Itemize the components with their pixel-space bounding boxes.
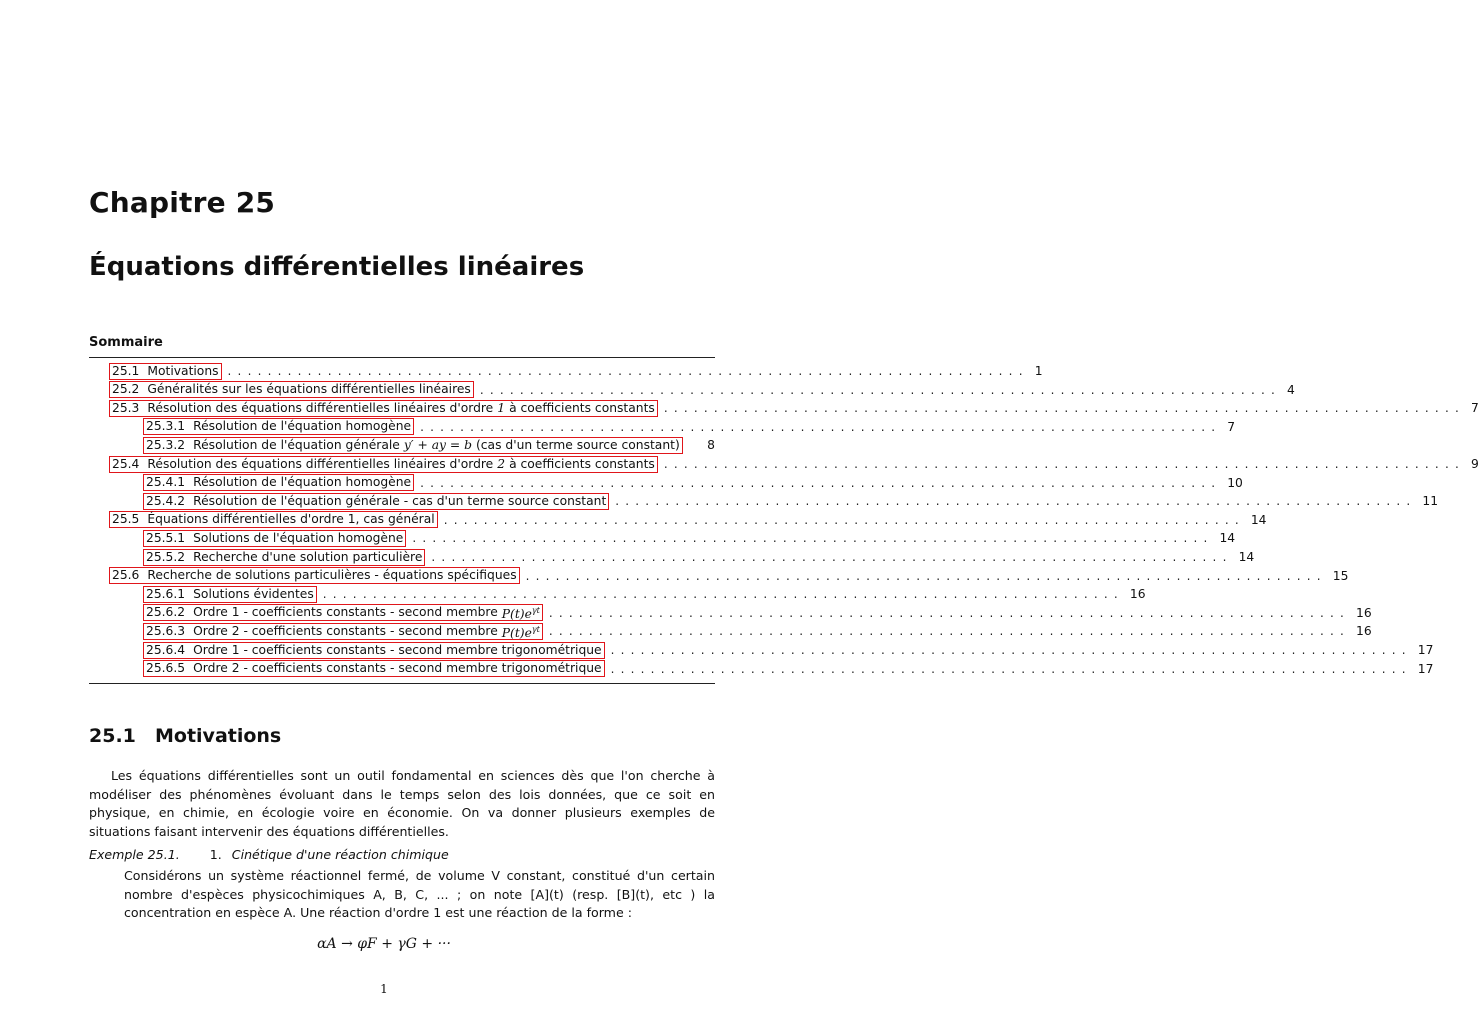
toc-leader-dots: ................................................................................ <box>610 643 1412 657</box>
toc-entry <box>143 474 1243 492</box>
toc-entry-number: 25.3 <box>112 400 140 415</box>
toc-page-number: 14 <box>1219 531 1236 546</box>
toc-entry <box>143 418 1236 436</box>
toc-entry <box>143 529 1236 547</box>
intro-paragraph: Les équations différentielles sont un outil fondamental en sciences dès que l'on cherche à modéliser des phénomènes évoluant dans le temps selon des lois données, que ce soit en physique, en chimie, en écologie voire en économie. On va donner plusieurs exemples de situations faisant intervenir des équations différentielles. <box>89 768 715 839</box>
toc-entry <box>143 585 1146 603</box>
example-heading <box>89 847 449 862</box>
toc-entry <box>109 511 1267 529</box>
toc-entry-number: 25.3.2 <box>146 437 186 452</box>
toc-entry-number: 25.1 <box>112 363 140 378</box>
toc-link[interactable] <box>143 604 543 621</box>
toc-link[interactable] <box>109 567 520 584</box>
section-title: Motivations <box>155 725 282 747</box>
toc-page-number: 8 <box>707 438 715 453</box>
toc-entry <box>143 660 1434 678</box>
toc-link[interactable] <box>109 400 658 417</box>
toc-entry <box>143 436 715 454</box>
toc-entry-text: Motivations <box>147 363 219 378</box>
toc-page-number: 16 <box>1356 605 1372 620</box>
toc-leader-dots: ................................................................................ <box>322 587 1124 602</box>
toc-entry-text: Ordre 2 - coefficients constants - second membre <box>193 623 498 638</box>
toc-link[interactable] <box>143 437 683 454</box>
toc-page-number: 14 <box>1238 550 1255 564</box>
toc-entry-number: 25.5 <box>112 512 140 527</box>
chapter-number: Chapitre 25 <box>89 186 276 219</box>
toc-page-number: 10 <box>1227 475 1243 490</box>
toc-entry-math: y′ + ay = b <box>403 437 472 452</box>
toc-entry-number: 25.6.2 <box>146 605 186 620</box>
toc-link[interactable] <box>143 418 414 435</box>
toc-page-number: 11 <box>1422 494 1439 509</box>
toc-entry <box>143 548 1255 566</box>
chapter-title: Équations différentielles linéaires <box>89 252 585 282</box>
toc-entry-text: Ordre 1 - coefficients constants - second membre trigonométrique <box>193 642 602 657</box>
toc-link[interactable] <box>143 586 317 603</box>
toc-link[interactable] <box>143 493 609 510</box>
toc-entry <box>109 362 1043 380</box>
toc-entry-text: Ordre 1 - coefficients constants - second membre <box>193 605 498 620</box>
toc-page-number: 14 <box>1250 512 1267 527</box>
toc-page-number: 16 <box>1356 624 1372 639</box>
toc-entry-text: Résolution des équations différentielles linéaires d'ordre <box>147 456 494 471</box>
toc-entry <box>143 492 1439 510</box>
toc-entry-math: 2 <box>497 456 506 471</box>
toc-entry-number: 25.2 <box>112 382 140 397</box>
toc-leader-dots: ................................................................................ <box>227 364 1029 378</box>
toc-entry-text: Ordre 2 - coefficients constants - second membre trigonométrique <box>193 661 602 676</box>
toc-leader-dots: ................................................................................ <box>548 624 1351 639</box>
toc-link[interactable] <box>109 456 658 473</box>
toc-entry-text: Recherche de solutions particulières - équations spécifiques <box>147 568 517 583</box>
example-item-title: Cinétique d'une réaction chimique <box>231 847 449 862</box>
toc-page-number: 1 <box>1034 364 1043 378</box>
toc-entry <box>143 641 1434 659</box>
toc-link[interactable] <box>109 511 438 528</box>
toc-entry-number: 25.4.2 <box>146 493 186 508</box>
toc-entry-number: 25.5.1 <box>146 530 186 545</box>
example-item-number: 1. <box>209 847 222 862</box>
toc-link[interactable] <box>143 623 543 640</box>
toc-entry-text: Généralités sur les équations différentielles linéaires <box>147 382 471 397</box>
toc-page-number: 7 <box>1470 401 1479 416</box>
toc-entry-number: 25.6.5 <box>146 661 186 676</box>
toc-entry-text-after: à coefficients constants <box>509 400 655 415</box>
toc-link[interactable] <box>109 363 222 380</box>
toc-entry-number: 25.4.1 <box>146 475 186 490</box>
example-label: Exemple 25.1. <box>89 847 180 862</box>
toc-entry <box>143 604 1372 622</box>
toc-bottom-rule <box>89 683 715 684</box>
toc-entry-math: $P(t)e^{\gamma t}$ <box>501 606 540 622</box>
toc-entry-text: Résolution de l'équation homogène <box>193 475 412 490</box>
toc-link[interactable] <box>109 381 474 398</box>
toc-entry-number: 25.5.2 <box>146 549 186 564</box>
toc-entry-text: Solutions évidentes <box>193 586 314 601</box>
section-heading <box>89 725 281 747</box>
toc-leader-dots: ................................................................................ <box>412 531 1214 546</box>
toc-entry-math: $P(t)e^{\gamma t}$ <box>501 624 540 640</box>
toc-leader-dots: ................................................................................ <box>443 512 1245 527</box>
toc-entry-text-after: à coefficients constants <box>509 456 655 471</box>
toc-entry <box>143 622 1372 640</box>
toc-title: Sommaire <box>89 335 163 350</box>
example-body-text: Considérons un système réactionnel fermé, de volume V constant, constitué d'un certain nombre d'espèces physicochimiques A, B, C, ... ; on note [A](t) (resp. [B](t), etc ) la concentration en espèce A. Une réaction d'ordre 1 est une réaction de la forme : <box>124 868 715 920</box>
toc-leader-dots: ................................................................................ <box>431 550 1233 564</box>
toc-entry-text: Recherche d'une solution particulière <box>193 549 423 564</box>
toc-entry-number: 25.4 <box>112 456 140 471</box>
section-number: 25.1 <box>89 725 136 747</box>
toc-entry-number: 25.6.1 <box>146 586 186 601</box>
toc-leader-dots: ................................................................................ <box>420 419 1222 434</box>
toc-page-number: 4 <box>1286 382 1295 397</box>
toc-link[interactable] <box>143 474 414 491</box>
toc-page-number: 9 <box>1470 457 1479 471</box>
toc-entry-text: Résolution des équations différentielles linéaires d'ordre <box>147 400 494 415</box>
toc-link[interactable] <box>143 642 605 659</box>
toc-entry-text-after: (cas d'un terme source constant) <box>475 437 680 452</box>
toc-page-number: 7 <box>1227 419 1236 434</box>
toc-leader-dots: ................................................................................ <box>610 661 1412 676</box>
toc-link[interactable] <box>143 549 425 566</box>
toc-link[interactable] <box>143 530 406 547</box>
toc-entry-text: Résolution de l'équation homogène <box>193 419 412 434</box>
toc-leader-dots: ................................................................................ <box>615 494 1417 509</box>
toc-entry-text: Solutions de l'équation homogène <box>193 530 404 545</box>
toc-page-number: 16 <box>1129 587 1146 602</box>
toc-link[interactable] <box>143 660 605 677</box>
toc-page-number: 15 <box>1332 568 1349 583</box>
toc-entry-number: 25.6.3 <box>146 623 186 638</box>
toc-entry-math: 1 <box>497 400 506 415</box>
toc-entry-number: 25.3.1 <box>146 419 186 434</box>
toc-leader-dots: ................................................................................ <box>479 382 1281 397</box>
toc-entry-text: Équations différentielles d'ordre 1, cas général <box>147 512 435 527</box>
toc-top-rule <box>89 357 715 358</box>
toc-entry <box>109 399 1479 417</box>
toc-leader-dots: ................................................................................ <box>548 605 1351 620</box>
toc-entry-text: Résolution de l'équation générale <box>193 437 400 452</box>
toc-leader-dots: ................................................................................ <box>663 401 1465 416</box>
example-body <box>124 867 715 923</box>
toc-entry-number: 25.6.4 <box>146 642 186 657</box>
page-number: 1 <box>380 982 388 996</box>
toc-page-number: 17 <box>1417 643 1434 657</box>
toc-entry <box>109 567 1349 585</box>
toc-leader-dots: ................................................................................ <box>525 568 1327 583</box>
reaction-equation: αA → φF + γG + ··· <box>317 936 451 952</box>
toc-leader-dots: ................................................................................ <box>420 475 1222 490</box>
toc-entry-text: Résolution de l'équation générale - cas d'un terme source constant <box>193 493 607 508</box>
toc-entry <box>109 381 1295 399</box>
toc-entry-number: 25.6 <box>112 568 140 583</box>
toc-leader-dots: ................................................................................ <box>663 457 1465 471</box>
toc-page-number: 17 <box>1417 661 1434 676</box>
toc-entry <box>109 455 1479 473</box>
